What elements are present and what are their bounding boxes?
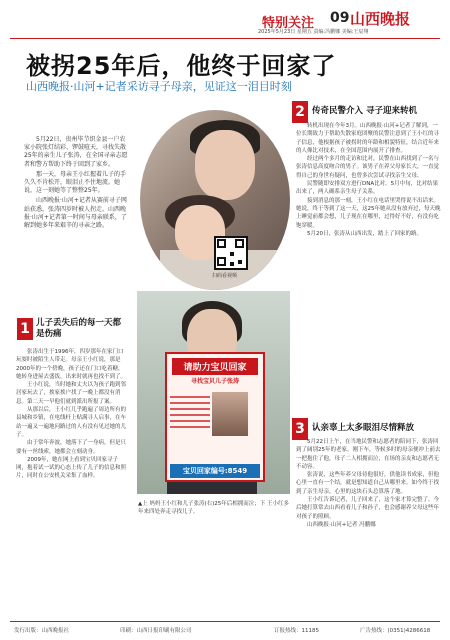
paragraph: 张涛出生于1996年，四岁那年在家门口玩耍时被陌生人带走。母亲王小红说，那是2000年的一个傍晚，孩子还在门口吃着糖，她转身进屋去盛饭，出来时就再也找不到了。 [16,349,127,380]
paragraph: 2009年，她在网上看到宝贝回家寻子网，抱着试一试的心态上传了儿子的信息和照片，同时在公安机关采集了血样。 [16,456,127,480]
section-heading: 认亲辜上太多眼泪尽情释放 [312,423,415,433]
paragraph: 经过两个多月的走访和比对，民警在山西找到了一名与张涛信息高度吻合的男子。该男子在养父母家长大，一直觉得自己的身世有疑问，也曾多次尝试寻找亲生父母。 [296,156,440,179]
sign-subtitle: 寻找宝贝儿子张涛 [190,378,239,385]
child-photo [212,392,248,436]
intro-paragraph: 5月22日，贵州毕节织金县一户农家小院张灯结彩、锣鼓喧天，寻找失散25年的亲生儿子张涛，在全国寻亲志愿者和警方帮助下终于回到了家乡。 [24,136,128,168]
qr-caption: 扫码看视频 [212,273,238,279]
paragraph: 张涛说，这些年养父母待他很好，供他读书成家，但他心里一直有一个结，就是想知道自己从哪里来。如今终于找到了亲生母亲，心里的这块石头总算落了地。 [296,472,440,495]
paragraph: 转机出现在今年3月。山西晚报·山河+记者了解到，一位长期致力于帮助失散家庭团聚的民警注意到了王小红的寻子信息，他根据孩子被拐时的年龄和相貌特征，结合近年来的人像比对技术，在全国范围内展开了排查。 [296,123,440,154]
paragraph: 5月20日，张涛从山西出发，踏上了回家的路。 [307,230,422,237]
intro-paragraph: 那一天，母亲王小红握着儿子的手久久不肯松开，眼泪止不住地流。她说，这一刻她等了整整25年。 [24,170,127,195]
section-1-body [16,348,128,612]
qr-code-icon[interactable] [214,236,248,270]
newspaper-brand: 山西晚报 [350,10,411,28]
section-heading: 传奇民警介入 寻子迎来转机 [312,106,417,116]
intro-paragraph: 山西晚报·山河+记者从赛前寻子网站获悉，张涛四岁时被人拐走。山西晚报·山河+记者第一时间与母亲联系，了解到她多年来艰辛的寻亲之路。 [24,197,127,230]
footer-rule [10,621,440,622]
paragraph: 接到消息的那一刻，王小红在电话里哭得说不出话来。她说，终于等到了这一天，这25年她从没有放弃过，每天晚上睡觉前都会想，儿子现在在哪里，过得好不好，有没有吃饱穿暖。 [296,197,441,229]
footer-print: 印刷：山西日报印刷有限公司 [120,628,192,634]
paragraph: 山西晚报·山河+记者 冯鹏娜 [307,521,376,528]
footer-phone: 订报热线：11185 [274,628,319,634]
section-heading: 儿子丢失后的每一天都是伤痛 [36,318,122,339]
paragraph: 由于常年奔波，她落下了一身病，但是只要有一丝线索，她都会立刻动身。 [16,440,127,455]
section-number-badge: 1 [17,318,33,340]
header-rule [10,38,440,39]
section-2-body [296,122,442,412]
paragraph: 5月22日上午，在当地民警和志愿者的陪同下，张涛回到了阔别25年的老家。刚下车，等候多时的母亲便冲上前去一把抱住了他，母子二人相拥而泣，在场的亲友和志愿者无不动容。 [296,439,441,470]
dateline: 2025年5月23日 星期五 责编:冯鹏娜 美编:王辰翔 [258,29,369,35]
sign-text-lines [170,392,210,436]
section-number-badge: 3 [292,418,308,440]
paragraph: 王小红说，当时她和丈夫以为孩子跑到邻居家玩去了，挨家挨户找了一晚上都没有消息。第二天一早他们就到派出所报了案。 [16,382,127,405]
intro-text [24,136,128,232]
subhead: 山西晚报·山河+记者采访寻子母亲，见证这一泪目时刻 [26,80,292,93]
footer-ad: 广告热线：(0351)4286618 [360,628,431,634]
section-title: 特别关注 [262,16,315,31]
section-number-badge: 2 [292,101,308,123]
section-3-body [296,438,442,610]
paragraph: 民警随即安排双方进行DNA比对。5月中旬，比对结果出来了，两人确系亲生母子关系。 [296,181,439,196]
photo-caption: ▲上 妈妈王小红和儿子张涛(右)25年后相拥而泣；下 王小红多年来四处奔走寻找儿子。 [138,501,290,515]
headline: 被拐25年后，他终于回家了 [26,52,337,80]
paragraph: 从那以后，王小红几乎跑遍了周边所有的县城和乡镇，在电线杆上贴满寻人启事，在车站一遍又一遍地问路过的人有没有见过她的儿子。 [16,407,127,438]
paragraph: 王小红告诉记者，儿子回来了，这个家才算完整了。今后她打算常去山西看看儿子和孙子，也会感谢养父母这些年对孩子的照顾。 [296,497,440,520]
sign-title: 请助力宝贝回家 [172,358,258,375]
case-id-banner: 宝贝回家编号:8549 [170,464,260,478]
footer-publisher: 发行出版：山西晚报社 [14,628,70,634]
page-number: 09 [330,10,350,26]
